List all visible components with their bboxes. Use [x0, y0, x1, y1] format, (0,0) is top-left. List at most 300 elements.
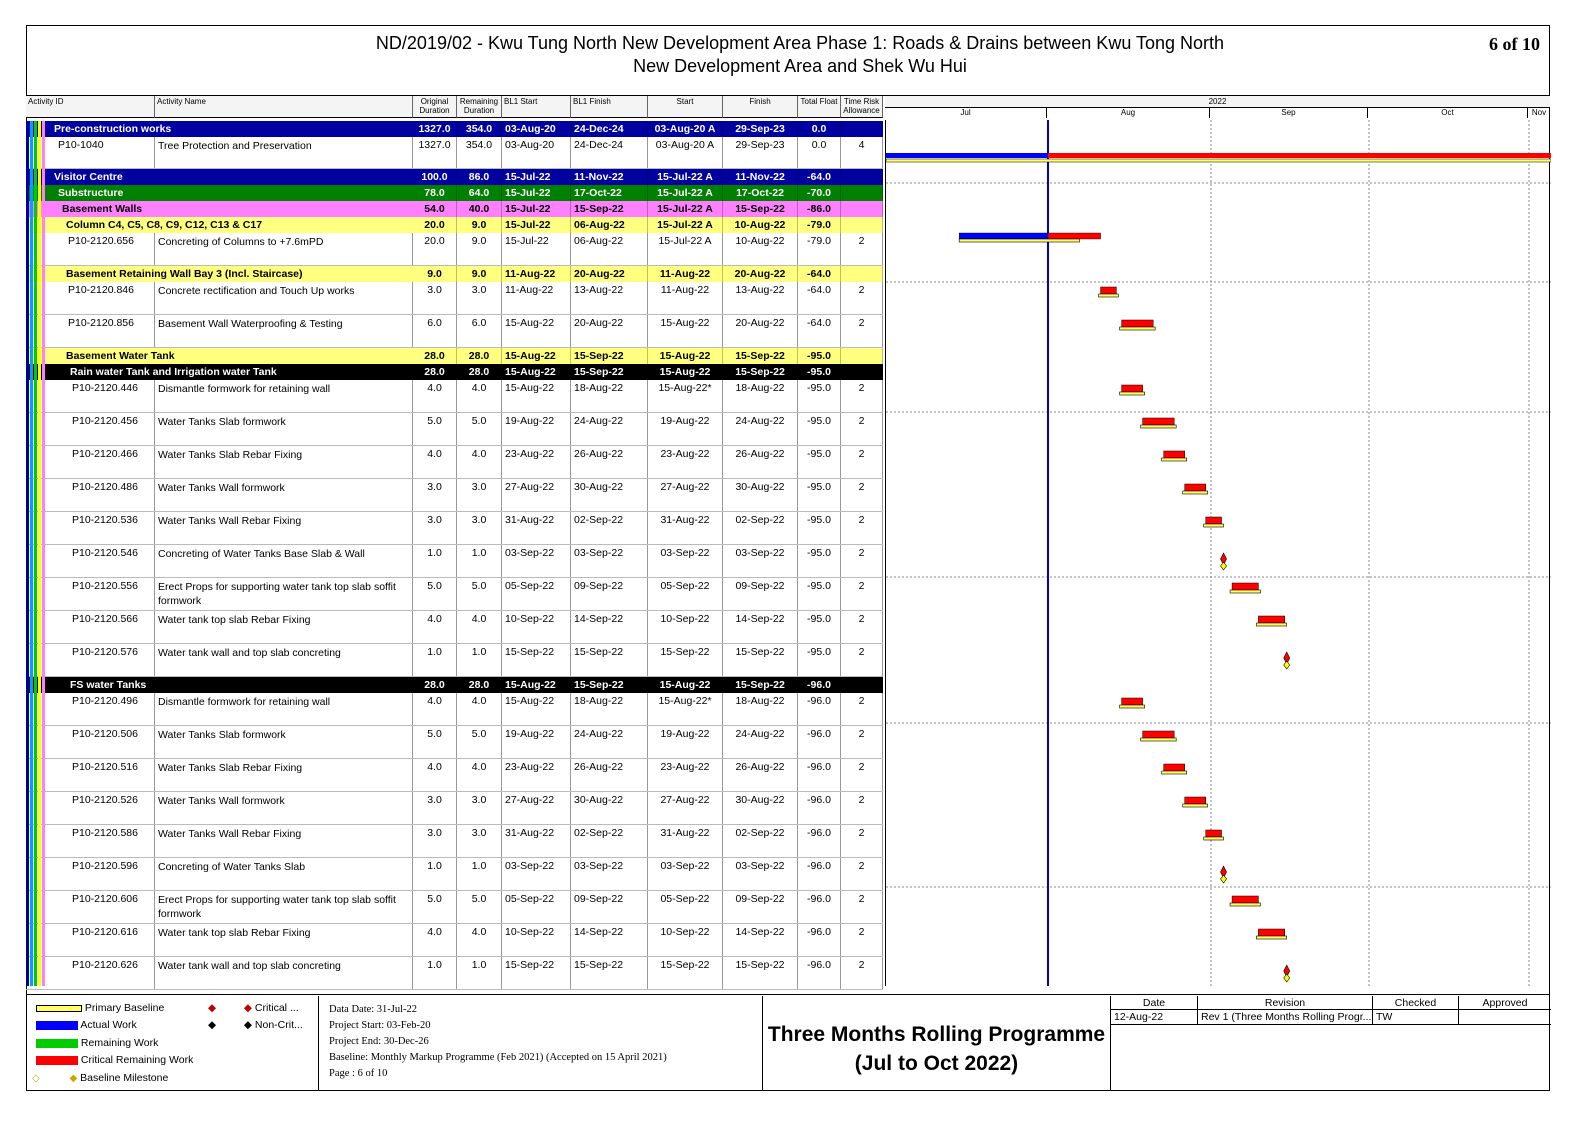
cell-id: P10-2120.486: [26, 479, 155, 511]
rev-header-approved: Approved: [1459, 996, 1551, 1010]
cell-tr: [841, 677, 883, 693]
cell-tf: -95.0: [798, 479, 841, 511]
cell-bf: 15-Sep-22: [571, 957, 648, 989]
cell-s: 27-Aug-22: [648, 479, 723, 511]
cell-name: Concreting of Water Tanks Base Slab & Wall: [155, 545, 413, 577]
wbs-stripe: [30, 121, 33, 986]
cell-f: 10-Aug-22: [723, 217, 798, 233]
critical-work-bar: [1122, 320, 1154, 327]
cell-bf: 09-Sep-22: [571, 891, 648, 923]
activity-row[interactable]: [26, 792, 883, 825]
cell-s: 15-Jul-22 A: [648, 233, 723, 265]
cell-bf: 18-Aug-22: [571, 693, 648, 725]
cell-id: P10-2120.536: [26, 512, 155, 544]
cell-od: 28.0: [413, 348, 457, 364]
cell-tr: 2: [841, 644, 883, 676]
cell-rd: 5.0: [457, 726, 502, 758]
wbs-name: FS water Tanks: [70, 679, 147, 691]
rev-header-checked: Checked: [1373, 996, 1459, 1010]
cell-tf: -64.0: [798, 282, 841, 314]
revision-table: [1110, 996, 1551, 1091]
page-title: ND/2019/02 - Kwu Tung North New Development Area Phase 1: Roads & Drains between Kwu Tong North New Development Area and Shek Wu Hui: [375, 33, 1225, 76]
wbs-band-row[interactable]: [26, 121, 883, 137]
cell-s: 15-Jul-22 A: [648, 217, 723, 233]
activity-row[interactable]: [26, 446, 883, 479]
cell-bs: 19-Aug-22: [502, 726, 571, 758]
cell-rd: 5.0: [457, 891, 502, 923]
activity-row[interactable]: [26, 924, 883, 957]
cell-bs: 15-Jul-22: [502, 169, 571, 185]
cell-od: 20.0: [413, 217, 457, 233]
cell-rd: 9.0: [457, 266, 502, 282]
cell-id: P10-2120.496: [26, 693, 155, 725]
activity-row[interactable]: [26, 858, 883, 891]
baseline-bar: [1256, 936, 1286, 939]
cell-rd: 4.0: [457, 924, 502, 956]
cell-name: Erect Props for supporting water tank top slab soffit formwork: [155, 891, 413, 923]
cell-tf: -96.0: [798, 759, 841, 791]
cell-id: P10-1040: [26, 137, 155, 168]
legend-baseline-milestone: ◇ ◆ Baseline Milestone: [32, 1072, 169, 1084]
rev-description: Rev 1 (Three Months Rolling Progr...: [1198, 1010, 1373, 1025]
cell-od: 1.0: [413, 545, 457, 577]
cell-od: 28.0: [413, 364, 457, 380]
wbs-name: Basement Water Tank: [66, 350, 175, 362]
cell-f: 14-Sep-22: [723, 924, 798, 956]
cell-s: 15-Aug-22*: [648, 693, 723, 725]
milestone-diamond-icon: ◆: [69, 1073, 78, 1084]
cell-bf: 02-Sep-22: [571, 825, 648, 857]
cell-tr: 2: [841, 611, 883, 643]
cell-bf: 06-Aug-22: [571, 217, 648, 233]
cell-bs: 15-Aug-22: [502, 364, 571, 380]
cell-od: 3.0: [413, 479, 457, 511]
wbs-band-row[interactable]: [26, 169, 883, 185]
cell-tr: 2: [841, 693, 883, 725]
activity-row[interactable]: [26, 726, 883, 759]
cell-bf: 11-Nov-22: [571, 169, 648, 185]
cell-tf: 0.0: [798, 137, 841, 168]
rev-date: 12-Aug-22: [1111, 1010, 1198, 1025]
cell-rd: 40.0: [457, 201, 502, 217]
cell-f: 03-Sep-22: [723, 858, 798, 890]
cell-rd: 4.0: [457, 693, 502, 725]
cell-id: P10-2120.516: [26, 759, 155, 791]
cell-s: 23-Aug-22: [648, 759, 723, 791]
col-bl1-finish: BL1 Finish: [571, 96, 648, 118]
cell-bs: 31-Aug-22: [502, 825, 571, 857]
cell-od: 5.0: [413, 891, 457, 923]
cell-name: Water tank wall and top slab concreting: [155, 957, 413, 989]
cell-tf: -96.0: [798, 891, 841, 923]
activity-row[interactable]: [26, 957, 883, 990]
wbs-band-row[interactable]: [26, 266, 883, 282]
cell-bs: 15-Sep-22: [502, 957, 571, 989]
cell-s: 03-Sep-22: [648, 545, 723, 577]
cell-tr: 2: [841, 858, 883, 890]
cell-s: 10-Sep-22: [648, 924, 723, 956]
cell-id: P10-2120.606: [26, 891, 155, 923]
critical-swatch-icon: [36, 1056, 78, 1065]
cell-bs: 31-Aug-22: [502, 512, 571, 544]
cell-s: 10-Sep-22: [648, 611, 723, 643]
critical-work-bar: [1122, 385, 1143, 392]
legend-primary-baseline: Primary Baseline: [36, 1002, 164, 1014]
baseline-bar: [1141, 425, 1177, 428]
cell-bs: 23-Aug-22: [502, 759, 571, 791]
cell-bs: 05-Sep-22: [502, 891, 571, 923]
cell-rd: 1.0: [457, 545, 502, 577]
wbs-name: Visitor Centre: [54, 171, 123, 183]
wbs-name: Substructure: [58, 187, 124, 199]
cell-f: 03-Sep-22: [723, 545, 798, 577]
cell-s: 05-Sep-22: [648, 891, 723, 923]
col-finish: Finish: [723, 96, 798, 118]
cell-bf: 13-Aug-22: [571, 282, 648, 314]
cell-bf: 15-Sep-22: [571, 364, 648, 380]
timescale-month: Jul: [885, 107, 1047, 118]
cell-bs: 15-Jul-22: [502, 233, 571, 265]
cell-bs: 19-Aug-22: [502, 413, 571, 445]
cell-tr: 2: [841, 233, 883, 265]
cell-tf: -95.0: [798, 413, 841, 445]
actual-swatch-icon: [36, 1021, 78, 1030]
cell-tf: -70.0: [798, 185, 841, 201]
cell-f: 09-Sep-22: [723, 891, 798, 923]
critical-work-bar: [1258, 929, 1284, 936]
cell-id: P10-2120.506: [26, 726, 155, 758]
cell-od: 78.0: [413, 185, 457, 201]
rev-header-revision: Revision: [1198, 996, 1373, 1010]
cell-bs: 03-Sep-22: [502, 858, 571, 890]
cell-tr: 2: [841, 759, 883, 791]
baseline-swatch-icon: [36, 1005, 82, 1012]
cell-s: 03-Sep-22: [648, 858, 723, 890]
cell-tr: 2: [841, 315, 883, 347]
baseline-milestone-icon: [1221, 875, 1227, 883]
cell-tr: 2: [841, 825, 883, 857]
cell-od: 5.0: [413, 726, 457, 758]
activity-row[interactable]: [26, 825, 883, 858]
activity-row[interactable]: [26, 578, 883, 611]
cell-s: 11-Aug-22: [648, 266, 723, 282]
cell-s: 23-Aug-22: [648, 446, 723, 478]
cell-rd: 3.0: [457, 792, 502, 824]
cell-f: 15-Sep-22: [723, 201, 798, 217]
cell-bf: 20-Aug-22: [571, 315, 648, 347]
cell-id: P10-2120.656: [26, 233, 155, 265]
cell-f: 18-Aug-22: [723, 693, 798, 725]
cell-od: 1327.0: [413, 137, 457, 168]
cell-od: 3.0: [413, 512, 457, 544]
cell-bs: 15-Jul-22: [502, 201, 571, 217]
cell-bf: 09-Sep-22: [571, 578, 648, 610]
activity-row[interactable]: [26, 380, 883, 413]
cell-name: Concrete rectification and Touch Up works: [155, 282, 413, 314]
cell-tf: -96.0: [798, 924, 841, 956]
cell-od: 6.0: [413, 315, 457, 347]
critical-work-bar: [1101, 287, 1117, 294]
cell-name: Water Tanks Wall Rebar Fixing: [155, 512, 413, 544]
activity-row[interactable]: [26, 413, 883, 446]
cell-tr: [841, 348, 883, 364]
baseline-bar: [1230, 903, 1260, 906]
cell-tr: [841, 121, 883, 137]
baseline-milestone-icon: [1284, 974, 1290, 982]
timescale-month: Oct: [1368, 107, 1528, 118]
timescale-month: Sep: [1210, 107, 1368, 118]
cell-bs: 15-Aug-22: [502, 380, 571, 412]
cell-id: P10-2120.846: [26, 282, 155, 314]
cell-bs: 10-Sep-22: [502, 611, 571, 643]
cell-s: 03-Aug-20 A: [648, 137, 723, 168]
cell-od: 3.0: [413, 282, 457, 314]
cell-s: 15-Sep-22: [648, 644, 723, 676]
cell-f: 26-Aug-22: [723, 446, 798, 478]
cell-od: 20.0: [413, 233, 457, 265]
cell-od: 1.0: [413, 858, 457, 890]
cell-bf: 14-Sep-22: [571, 611, 648, 643]
cell-tf: -95.0: [798, 578, 841, 610]
cell-tr: 2: [841, 446, 883, 478]
cell-tr: 2: [841, 413, 883, 445]
cell-tf: -64.0: [798, 266, 841, 282]
activity-row[interactable]: [26, 282, 883, 315]
cell-tf: -96.0: [798, 693, 841, 725]
activity-row[interactable]: [26, 479, 883, 512]
activity-row[interactable]: [26, 315, 883, 348]
cell-f: 20-Aug-22: [723, 266, 798, 282]
gantt-chart: [886, 120, 1551, 986]
cell-bs: 15-Jul-22: [502, 185, 571, 201]
cell-f: 30-Aug-22: [723, 792, 798, 824]
wbs-name: Column C4, C5, C8, C9, C12, C13 & C17: [66, 219, 263, 231]
cell-s: 15-Aug-22: [648, 364, 723, 380]
cell-s: 27-Aug-22: [648, 792, 723, 824]
cell-f: 24-Aug-22: [723, 726, 798, 758]
baseline-bar: [959, 239, 1079, 242]
cell-tr: 2: [841, 512, 883, 544]
cell-rd: 1.0: [457, 858, 502, 890]
cell-bf: 18-Aug-22: [571, 380, 648, 412]
critical-milestone-icon: ◆: [243, 1002, 252, 1014]
cell-tr: 4: [841, 137, 883, 168]
wbs-band-row[interactable]: [26, 348, 883, 364]
cell-rd: 4.0: [457, 611, 502, 643]
cell-tf: -96.0: [798, 726, 841, 758]
cell-od: 54.0: [413, 201, 457, 217]
cell-name: Water Tanks Slab formwork: [155, 726, 413, 758]
baseline-bar: [886, 159, 1551, 162]
wbs-band-row[interactable]: [26, 364, 883, 380]
cell-tr: 2: [841, 891, 883, 923]
cell-id: P10-2120.596: [26, 858, 155, 890]
legend-actual-work: Actual Work: [36, 1019, 137, 1031]
cell-f: 24-Aug-22: [723, 413, 798, 445]
cell-tr: [841, 185, 883, 201]
cell-id: P10-2120.446: [26, 380, 155, 412]
cell-od: 1.0: [413, 957, 457, 989]
cell-bf: 30-Aug-22: [571, 792, 648, 824]
cell-name: Water Tanks Wall formwork: [155, 479, 413, 511]
wbs-name: Rain water Tank and Irrigation water Tank: [70, 366, 277, 378]
cell-bs: 15-Sep-22: [502, 644, 571, 676]
wbs-stripe: [34, 121, 37, 986]
cell-id: P10-2120.546: [26, 545, 155, 577]
cell-od: 3.0: [413, 792, 457, 824]
critical-work-bar: [1164, 764, 1185, 771]
cell-tr: 2: [841, 380, 883, 412]
cell-name: Concreting of Water Tanks Slab: [155, 858, 413, 890]
legend-remaining-work: Remaining Work: [36, 1037, 158, 1049]
cell-f: 10-Aug-22: [723, 233, 798, 265]
wbs-name: Basement Retaining Wall Bay 3 (Incl. Staircase): [66, 268, 303, 280]
critical-milestone-icon: ◆: [208, 1002, 217, 1014]
wbs-band-row[interactable]: [26, 185, 883, 201]
cell-rd: 5.0: [457, 413, 502, 445]
cell-bf: 14-Sep-22: [571, 924, 648, 956]
cell-tf: -96.0: [798, 677, 841, 693]
wbs-band-row[interactable]: [26, 201, 883, 217]
cell-id: P10-2120.526: [26, 792, 155, 824]
cell-bf: 15-Sep-22: [571, 348, 648, 364]
cell-od: 3.0: [413, 825, 457, 857]
cell-s: 31-Aug-22: [648, 825, 723, 857]
cell-od: 4.0: [413, 611, 457, 643]
baseline-bar: [1230, 590, 1260, 593]
cell-tf: -96.0: [798, 792, 841, 824]
cell-id: P10-2120.856: [26, 315, 155, 347]
cell-od: 4.0: [413, 446, 457, 478]
cell-bs: 11-Aug-22: [502, 266, 571, 282]
activity-row[interactable]: [26, 644, 883, 677]
cell-name: Basement Wall Waterproofing & Testing: [155, 315, 413, 347]
activity-row[interactable]: [26, 137, 883, 169]
cell-tr: 2: [841, 282, 883, 314]
baseline-bar: [1162, 771, 1187, 774]
noncritical-milestone-icon: ◆: [243, 1019, 252, 1031]
cell-rd: 1.0: [457, 644, 502, 676]
cell-tr: 2: [841, 957, 883, 989]
legend-non-critical: ◆ ◆ Non-Crit...: [208, 1019, 303, 1031]
critical-work-bar: [1164, 451, 1185, 458]
cell-bf: 26-Aug-22: [571, 446, 648, 478]
cell-bs: 11-Aug-22: [502, 282, 571, 314]
cell-bf: 03-Sep-22: [571, 858, 648, 890]
activity-row[interactable]: [26, 611, 883, 644]
cell-bf: 24-Aug-22: [571, 413, 648, 445]
rev-header-date: Date: [1111, 996, 1198, 1010]
wbs-band-row[interactable]: [26, 217, 883, 233]
critical-work-bar: [1185, 484, 1206, 491]
critical-work-bar: [1048, 153, 1551, 158]
milestone-diamond-icon: ◇: [32, 1073, 40, 1084]
rev-checked: TW: [1373, 1010, 1459, 1025]
cell-tf: -96.0: [798, 858, 841, 890]
cell-rd: 6.0: [457, 315, 502, 347]
cell-od: 4.0: [413, 924, 457, 956]
critical-work-bar: [1232, 583, 1258, 590]
programme-title: Three Months Rolling Programme (Jul to Oct 2022): [767, 1023, 1106, 1075]
critical-work-bar: [1143, 418, 1175, 425]
cell-f: 26-Aug-22: [723, 759, 798, 791]
cell-rd: 3.0: [457, 479, 502, 511]
cell-bs: 15-Jul-22: [502, 217, 571, 233]
rev-approved: [1459, 1010, 1551, 1025]
activity-row[interactable]: [26, 693, 883, 726]
cell-s: 15-Jul-22 A: [648, 169, 723, 185]
cell-od: 28.0: [413, 677, 457, 693]
activity-row[interactable]: [26, 759, 883, 792]
cell-bf: 17-Oct-22: [571, 185, 648, 201]
timescale-month: Aug: [1047, 107, 1210, 118]
cell-rd: 28.0: [457, 348, 502, 364]
baseline-bar: [1183, 804, 1208, 807]
cell-s: 15-Jul-22 A: [648, 201, 723, 217]
cell-tr: 2: [841, 545, 883, 577]
cell-name: Dismantle formwork for retaining wall: [155, 693, 413, 725]
cell-bf: 15-Sep-22: [571, 201, 648, 217]
cell-bf: 26-Aug-22: [571, 759, 648, 791]
critical-work-bar: [1048, 233, 1101, 239]
col-remaining-duration: Remaining Duration: [457, 96, 502, 118]
cell-od: 4.0: [413, 380, 457, 412]
cell-tf: -95.0: [798, 380, 841, 412]
cell-s: 15-Aug-22*: [648, 380, 723, 412]
activity-row[interactable]: [26, 891, 883, 924]
cell-id: P10-2120.466: [26, 446, 155, 478]
legend-critical: ◆ ◆ Critical ...: [208, 1002, 299, 1014]
cell-tf: -79.0: [798, 217, 841, 233]
cell-rd: 1.0: [457, 957, 502, 989]
cell-rd: 9.0: [457, 233, 502, 265]
cell-f: 15-Sep-22: [723, 348, 798, 364]
cell-bs: 05-Sep-22: [502, 578, 571, 610]
wbs-band-row[interactable]: [26, 677, 883, 693]
wbs-stripe: [42, 121, 45, 986]
cell-bs: 03-Sep-22: [502, 545, 571, 577]
baseline-bar: [1120, 705, 1145, 708]
baseline-bar: [1204, 524, 1224, 527]
critical-work-bar: [1206, 517, 1222, 524]
baseline-bar: [1120, 392, 1145, 395]
cell-bf: 03-Sep-22: [571, 545, 648, 577]
col-activity-id: Activity ID: [26, 96, 155, 118]
cell-rd: 3.0: [457, 512, 502, 544]
activity-row[interactable]: [26, 233, 883, 266]
activity-row[interactable]: [26, 545, 883, 578]
cell-f: 14-Sep-22: [723, 611, 798, 643]
cell-bs: 10-Sep-22: [502, 924, 571, 956]
activity-row[interactable]: [26, 512, 883, 545]
col-total-float: Total Float: [798, 96, 841, 118]
cell-tf: -86.0: [798, 201, 841, 217]
cell-name: Tree Protection and Preservation: [155, 137, 413, 168]
cell-bs: 27-Aug-22: [502, 479, 571, 511]
cell-f: 15-Sep-22: [723, 364, 798, 380]
cell-id: P10-2120.616: [26, 924, 155, 956]
cell-tf: -95.0: [798, 644, 841, 676]
critical-work-bar: [1143, 731, 1175, 738]
cell-name: Water Tanks Wall formwork: [155, 792, 413, 824]
cell-tf: 0.0: [798, 121, 841, 137]
critical-work-bar: [1258, 616, 1284, 623]
cell-rd: 28.0: [457, 364, 502, 380]
actual-work-bar: [959, 233, 1048, 239]
cell-bf: 20-Aug-22: [571, 266, 648, 282]
baseline-bar: [1141, 738, 1177, 741]
cell-rd: 4.0: [457, 380, 502, 412]
